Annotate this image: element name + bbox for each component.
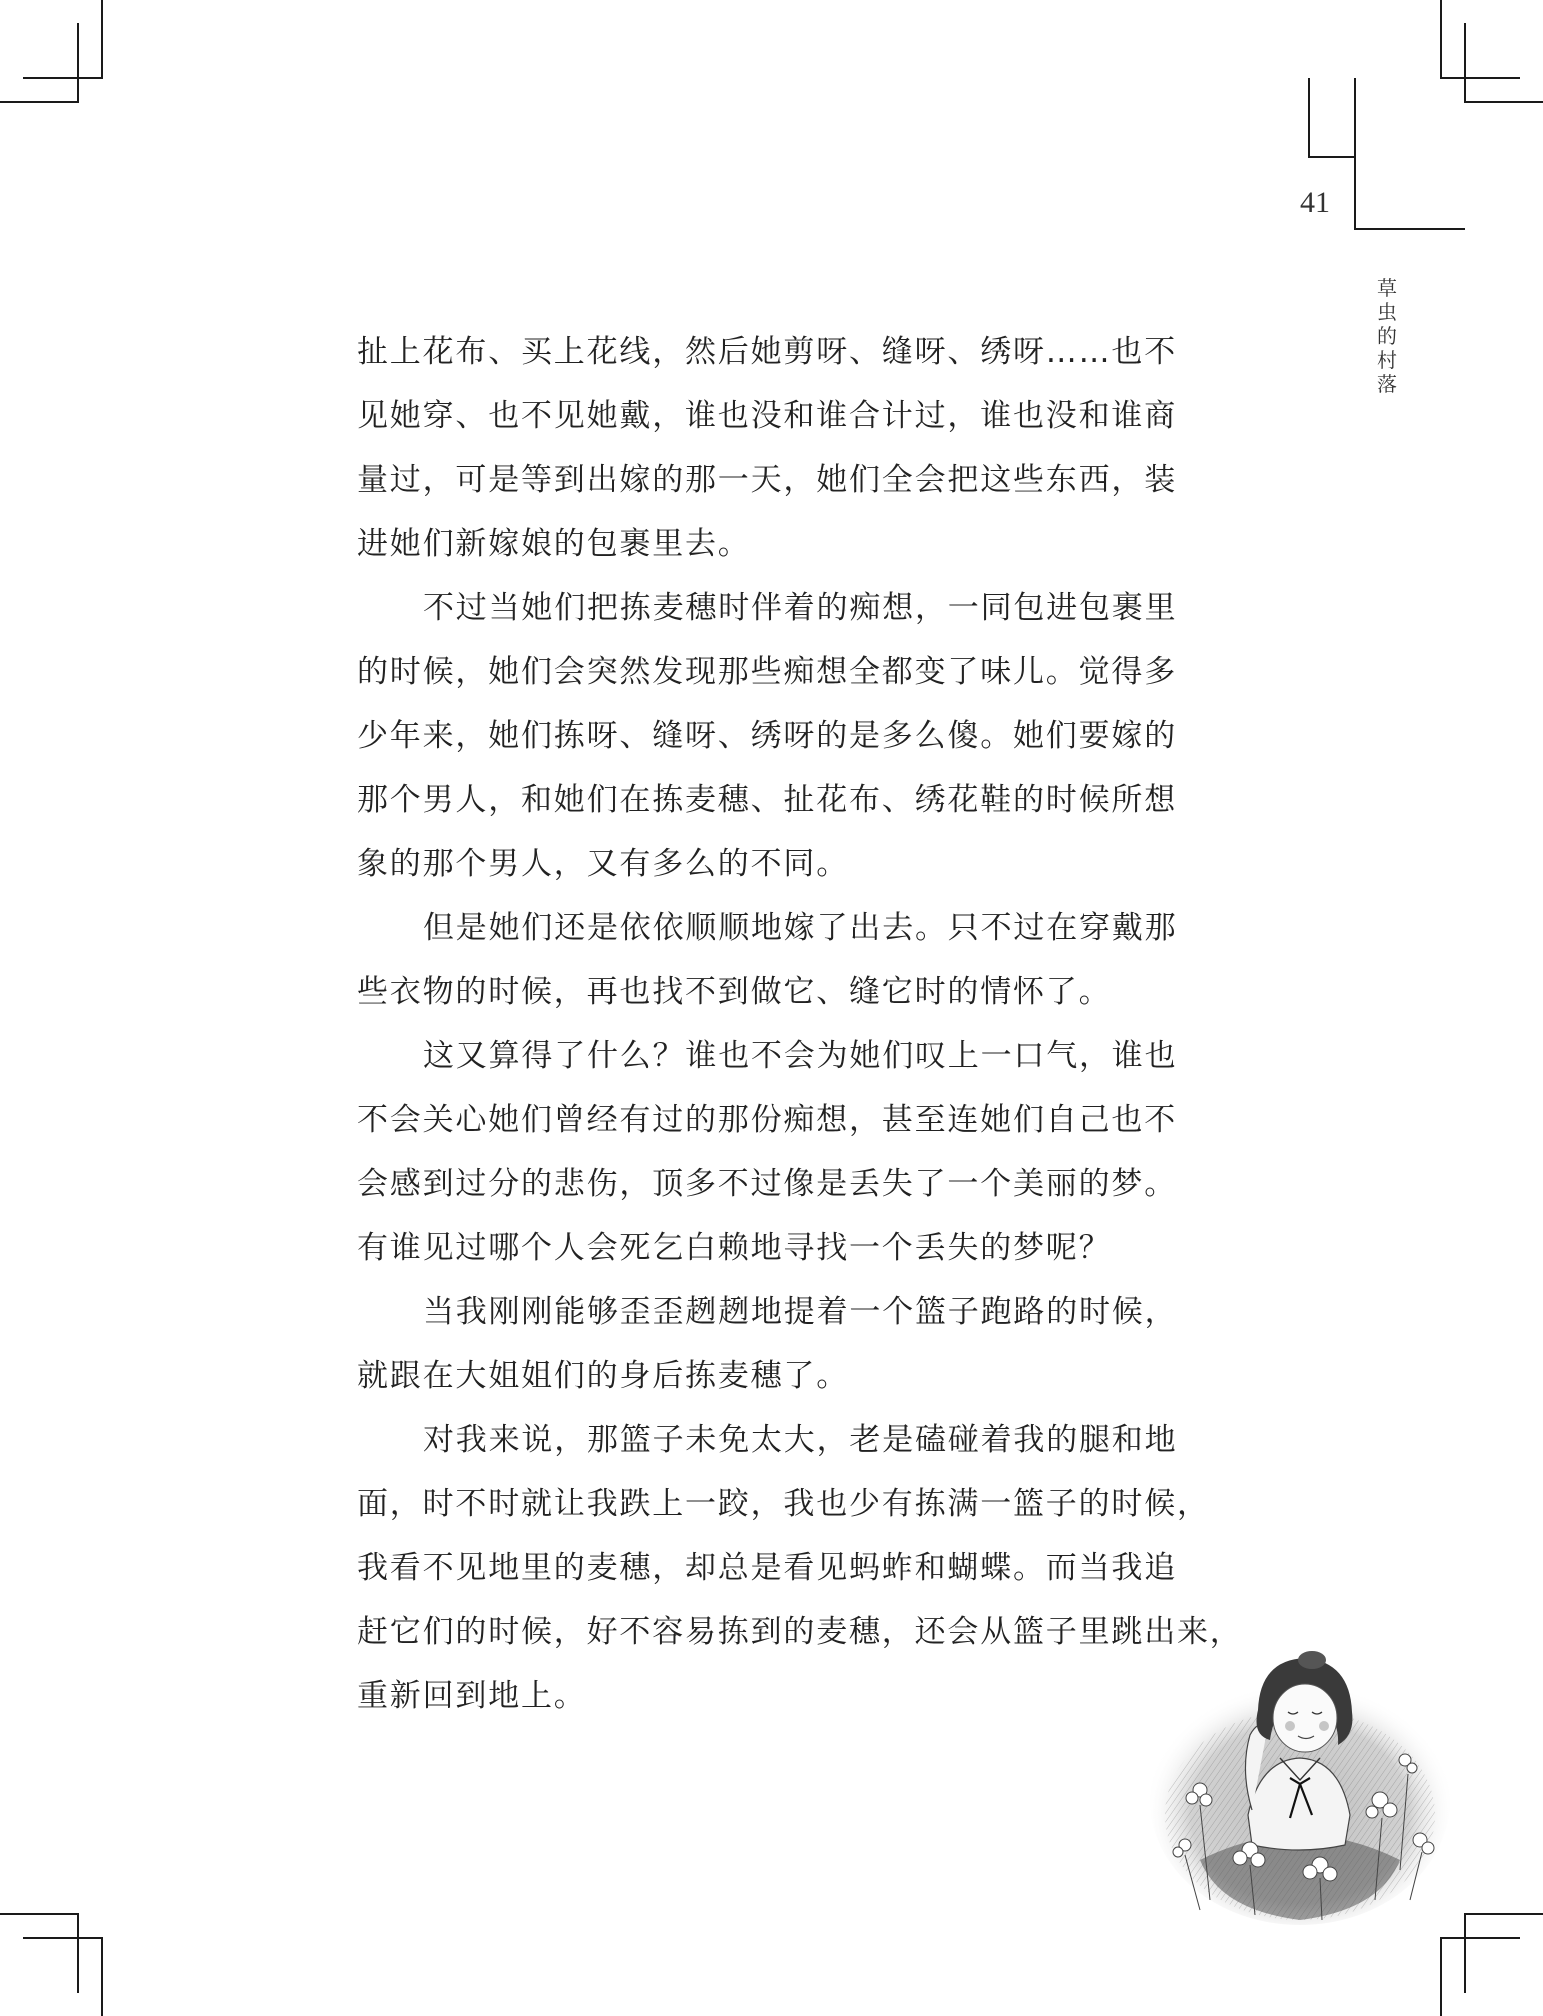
text-line: 当我刚刚能够歪歪趔趔地提着一个篮子跑路的时候， <box>423 1294 1178 1330</box>
crop-mark <box>77 23 79 103</box>
crop-mark <box>101 0 103 79</box>
crop-mark <box>101 1937 103 2016</box>
text-line: 不过当她们把拣麦穗时伴着的痴想，一同包进包裹里 <box>423 590 1178 626</box>
text-line: 扯上花布、买上花线，然后她剪呀、缝呀、绣呀……也不 <box>357 334 1177 370</box>
page-bracket <box>1354 228 1465 230</box>
text-line: 对我来说，那篮子未免太大，老是磕碰着我的腿和地 <box>423 1422 1178 1458</box>
text-line: 面，时不时就让我跌上一跤，我也少有拣满一篮子的时候， <box>357 1486 1210 1522</box>
page-bracket <box>1308 78 1310 158</box>
text-line: 些衣物的时候，再也找不到做它、缝它时的情怀了。 <box>357 974 1112 1010</box>
illustration-girl-in-flowers <box>1140 1640 1460 1930</box>
crop-mark <box>1464 1913 1543 1915</box>
page-bracket <box>1308 156 1355 158</box>
crop-mark <box>0 101 79 103</box>
text-line: 的时候，她们会突然发现那些痴想全都变了味儿。觉得多 <box>357 654 1177 690</box>
crop-mark <box>1464 1913 1466 1993</box>
crop-mark <box>23 1937 103 1939</box>
text-line: 重新回到地上。 <box>357 1678 587 1714</box>
text-line: 进她们新嫁娘的包裹里去。 <box>357 526 751 562</box>
crop-mark <box>23 77 103 79</box>
text-line: 会感到过分的悲伤，顶多不过像是丢失了一个美丽的梦。 <box>357 1166 1177 1202</box>
page-number: 41 <box>1300 186 1330 219</box>
text-line: 见她穿、也不见她戴，谁也没和谁合计过，谁也没和谁商 <box>357 398 1177 434</box>
crop-mark <box>1464 23 1466 103</box>
text-line: 就跟在大姐姐们的身后拣麦穗了。 <box>357 1358 849 1394</box>
text-line: 有谁见过哪个人会死乞白赖地寻找一个丢失的梦呢？ <box>357 1230 1112 1266</box>
text-line: 那个男人，和她们在拣麦穗、扯花布、绣花鞋的时候所想 <box>357 782 1177 818</box>
text-line: 这又算得了什么？谁也不会为她们叹上一口气，谁也 <box>423 1038 1178 1074</box>
text-line: 但是她们还是依依顺顺地嫁了出去。只不过在穿戴那 <box>423 910 1178 946</box>
text-line: 少年来，她们拣呀、缝呀、绣呀的是多么傻。她们要嫁的 <box>357 718 1177 754</box>
crop-mark <box>0 1913 79 1915</box>
crop-mark <box>1440 1937 1442 2016</box>
crop-mark <box>1440 0 1442 79</box>
running-title: 草虫的村落 <box>1377 276 1397 396</box>
text-line: 量过，可是等到出嫁的那一天，她们全会把这些东西，装 <box>357 462 1177 498</box>
text-line: 我看不见地里的麦穗，却总是看见蚂蚱和蝴蝶。而当我追 <box>357 1550 1177 1586</box>
crop-mark <box>1440 77 1520 79</box>
text-line: 赶它们的时候，好不容易拣到的麦穗，还会从篮子里跳出来， <box>357 1614 1243 1650</box>
crop-mark <box>1464 101 1543 103</box>
body-text <box>357 320 1243 1728</box>
crop-mark <box>1440 1937 1520 1939</box>
page-bracket <box>1354 78 1356 230</box>
text-line: 不会关心她们曾经有过的那份痴想，甚至连她们自己也不 <box>357 1102 1177 1138</box>
text-line: 象的那个男人，又有多么的不同。 <box>357 846 849 882</box>
crop-mark <box>77 1913 79 1993</box>
